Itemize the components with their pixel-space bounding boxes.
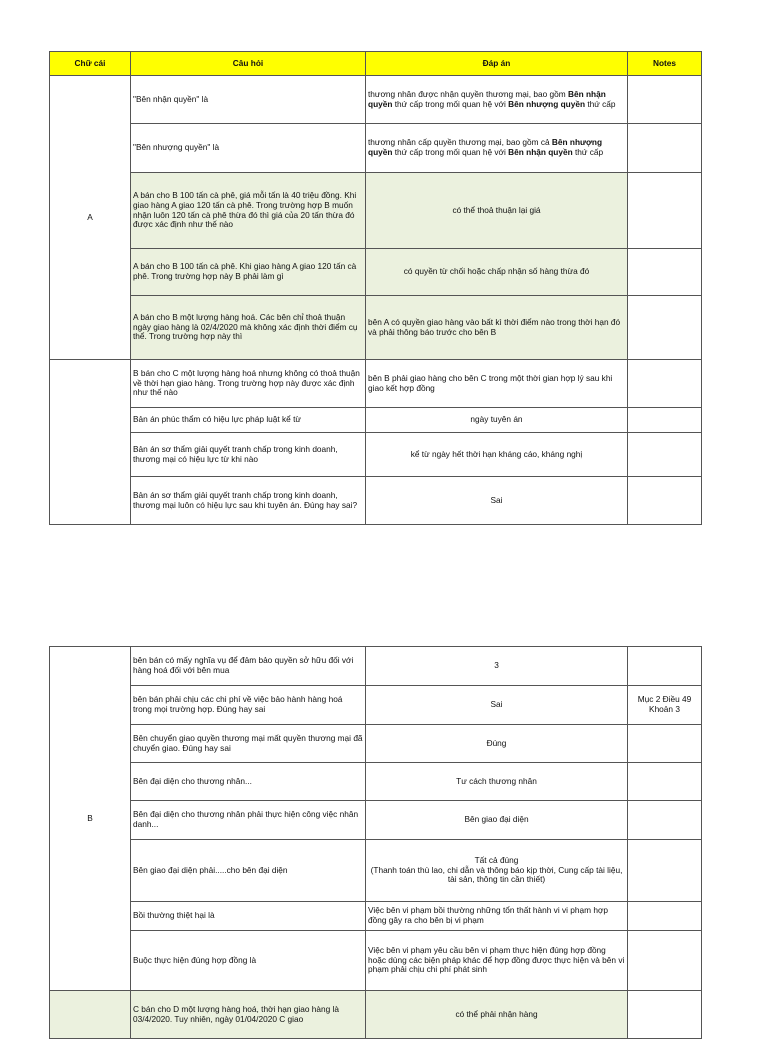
notes-cell[interactable] [628, 433, 702, 477]
question-cell[interactable]: A bán cho B một lượng hàng hoá. Các bên chỉ thoả thuận ngày giao hàng là 02/4/2020 mà không xác định thời điểm cụ thể. Trong trường hợp này thì [131, 296, 366, 360]
answer-bold: Bên nhận quyền [508, 147, 573, 157]
header-notes[interactable]: Notes [628, 52, 702, 76]
answer-cell[interactable]: Sai [366, 477, 628, 525]
question-cell[interactable]: Bên đại diện cho thương nhân phải thực hiện công việc nhân danh... [131, 801, 366, 840]
section-letter-a[interactable]: A [50, 76, 131, 360]
answer-cell[interactable]: Tư cách thương nhân [366, 763, 628, 801]
question-cell[interactable]: A bán cho B 100 tấn cà phê. Khi giao hàng A giao 120 tấn cà phê. Trong trường hợp này B phải làm gì [131, 249, 366, 296]
notes-cell[interactable]: Mục 2 Điều 49 Khoản 3 [628, 686, 702, 725]
answer-bold: Bên nhượng quyền [508, 98, 586, 109]
section-letter-spacer[interactable] [50, 360, 131, 525]
notes-cell[interactable] [628, 902, 702, 931]
answer-text: thương nhân được nhận quyền thương mại, bao gồm [368, 88, 568, 99]
notes-cell[interactable] [628, 124, 702, 173]
notes-cell[interactable] [628, 477, 702, 525]
answer-text: thứ cấp trong mối quan hệ với [392, 147, 509, 157]
notes-cell[interactable] [628, 249, 702, 296]
header-question[interactable]: Câu hỏi [131, 52, 366, 76]
question-cell[interactable]: A bán cho B 100 tấn cà phê, giá mỗi tấn là 40 triệu đồng. Khi giao hàng A giao 120 tấn cà phê. Trong trường hợp B muốn nhận luôn 120 tấn cà phê thừa đó thì giá của 20 tấn thừa đó được xác định như thế nào [131, 173, 366, 249]
answer-cell[interactable] [366, 124, 628, 173]
header-letter[interactable]: Chữ cái [50, 52, 131, 76]
section-letter-b[interactable]: B [50, 647, 131, 991]
question-cell[interactable]: "Bên nhượng quyền" là [131, 124, 366, 173]
answer-text: thứ cấp [585, 98, 616, 109]
question-cell[interactable]: Bồi thường thiệt hại là [131, 902, 366, 931]
header-answer[interactable]: Đáp án [366, 52, 628, 76]
question-cell[interactable]: Buộc thực hiện đúng hợp đồng là [131, 931, 366, 991]
answer-cell[interactable]: bên B phải giao hàng cho bên C trong một thời gian hợp lý sau khi giao kết hợp đồng [366, 360, 628, 408]
answer-bold: Bên nhượng quyền [368, 137, 603, 157]
answer-text: thứ cấp [572, 147, 604, 157]
question-cell[interactable]: bên bán phải chịu các chi phí về việc bảo hành hàng hoá trong mọi trường hợp. Đúng hay sai [131, 686, 366, 725]
notes-cell[interactable] [628, 840, 702, 902]
notes-cell[interactable] [628, 647, 702, 686]
section-letter-c-partial[interactable] [50, 991, 131, 1039]
answer-cell[interactable]: có quyền từ chối hoặc chấp nhận số hàng thừa đó [366, 249, 628, 296]
answer-cell[interactable]: kể từ ngày hết thời hạn kháng cáo, kháng nghị [366, 433, 628, 477]
answer-cell[interactable]: Đúng [366, 725, 628, 763]
question-cell[interactable]: B bán cho C một lượng hàng hoá nhưng không có thoả thuận về thời hạn giao hàng. Trong trường hợp này được xác định như thế nào [131, 360, 366, 408]
answer-text: thứ cấp trong mối quan hệ với [392, 98, 509, 109]
answer-cell[interactable]: Bên giao đại diện [366, 801, 628, 840]
notes-cell[interactable] [628, 991, 702, 1039]
answer-cell[interactable]: Việc bên vi phạm yêu cầu bên vi phạm thực hiện đúng hợp đồng hoặc dùng các biện pháp khác để hợp đồng được thực hiện và bên vi phạm phải chịu chi phí phát sinh [366, 931, 628, 991]
notes-cell[interactable] [628, 725, 702, 763]
notes-cell[interactable] [628, 76, 702, 124]
question-cell[interactable]: Bản án sơ thẩm giải quyết tranh chấp trong kinh doanh, thương mại luôn có hiệu lực sau khi tuyên án. Đúng hay sai? [131, 477, 366, 525]
question-cell[interactable]: Bên giao đại diện phải.....cho bên đại diện [131, 840, 366, 902]
answer-cell[interactable]: Việc bên vi phạm bồi thường những tổn thất hành vi vi phạm hợp đồng gây ra cho bên bị vi phạm [366, 902, 628, 931]
answer-bold: Bên nhận quyền [368, 88, 606, 109]
quiz-table-b [49, 646, 702, 1039]
notes-cell[interactable] [628, 173, 702, 249]
answer-cell[interactable]: 3 [366, 647, 628, 686]
quiz-table-a [49, 51, 702, 525]
notes-cell[interactable] [628, 763, 702, 801]
question-cell[interactable]: Bên đại diện cho thương nhân... [131, 763, 366, 801]
notes-cell[interactable] [628, 360, 702, 408]
answer-cell[interactable]: ngày tuyên án [366, 408, 628, 433]
answer-line: (Thanh toán thù lao, chi dẫn và thông báo kịp thời, Cung cấp tài liệu, tài sản, thông tin cần thiết) [370, 864, 623, 885]
question-cell[interactable]: Bản án phúc thẩm có hiệu lực pháp luật kể từ [131, 408, 366, 433]
notes-cell[interactable] [628, 931, 702, 991]
notes-cell[interactable] [628, 408, 702, 433]
notes-cell[interactable] [628, 296, 702, 360]
question-cell[interactable]: C bán cho D một lượng hàng hoá, thời hạn giao hàng là 03/4/2020. Tuy nhiên, ngày 01/04/2020 C giao [131, 991, 366, 1039]
notes-cell[interactable] [628, 801, 702, 840]
answer-cell[interactable]: có thể phải nhận hàng [366, 991, 628, 1039]
answer-cell[interactable] [366, 840, 628, 902]
answer-cell[interactable]: bên A có quyền giao hàng vào bất kì thời điểm nào trong thời hạn đó và phải thông báo trước cho bên B [366, 296, 628, 360]
answer-cell[interactable]: có thể thoả thuận lại giá [366, 173, 628, 249]
answer-cell[interactable] [366, 76, 628, 124]
question-cell[interactable]: Bên chuyển giao quyền thương mại mất quyền thương mại đã chuyển giao. Đúng hay sai [131, 725, 366, 763]
answer-cell[interactable]: Sai [366, 686, 628, 725]
question-cell[interactable]: "Bên nhận quyền" là [131, 76, 366, 124]
answer-line: Tất cả đúng [474, 855, 519, 866]
question-cell[interactable]: bên bán có mấy nghĩa vụ để đảm bảo quyền sở hữu đối với hàng hoá đối với bên mua [131, 647, 366, 686]
question-cell[interactable]: Bản án sơ thẩm giải quyết tranh chấp trong kinh doanh, thương mại có hiệu lực từ khi nào [131, 433, 366, 477]
answer-text: thương nhân cấp quyền thương mại, bao gồm cả [368, 137, 552, 148]
